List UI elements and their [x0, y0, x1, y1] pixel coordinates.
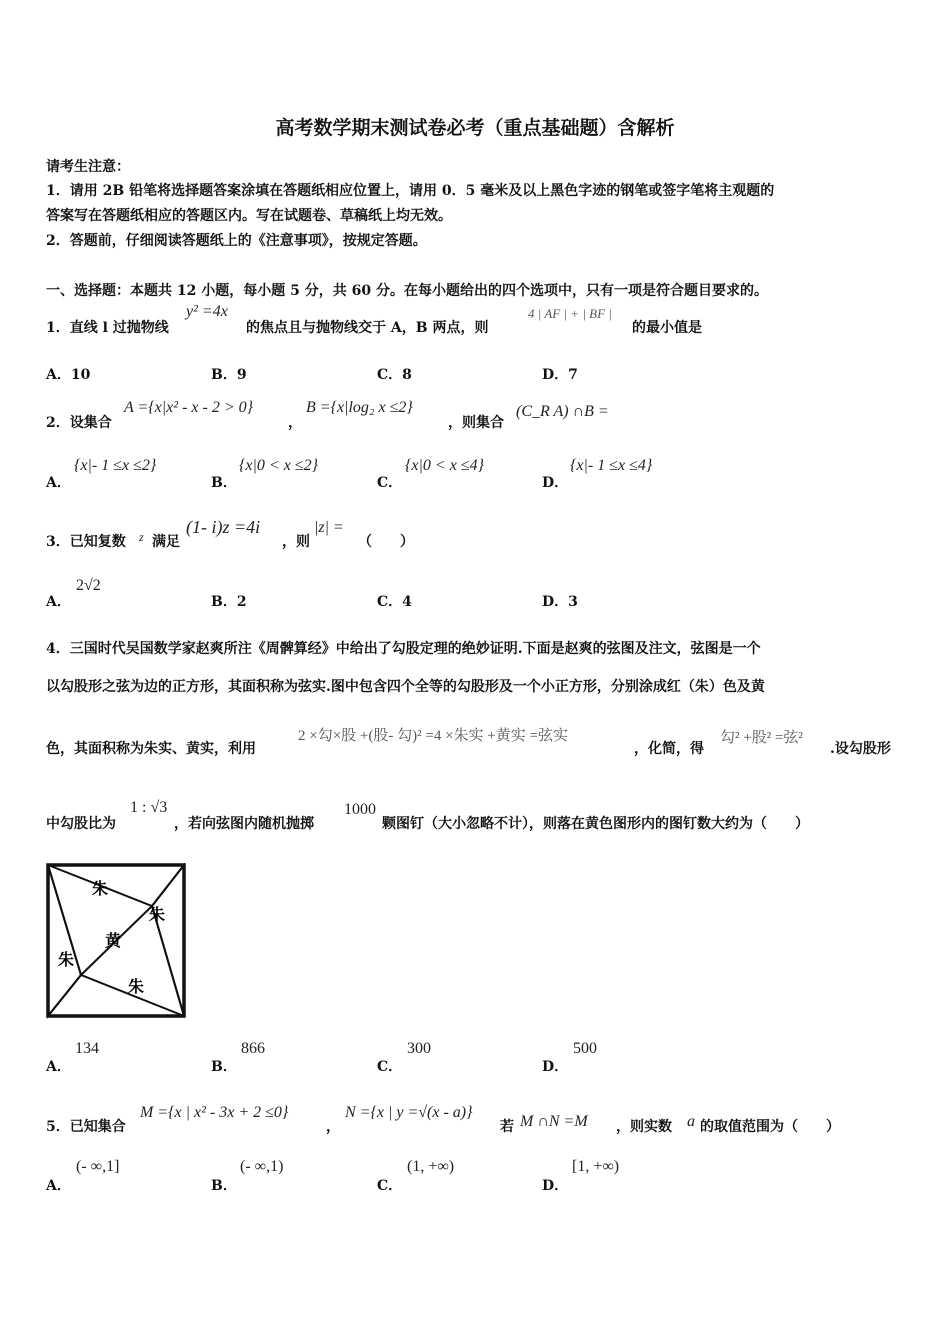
- huang-label: 黄: [105, 931, 122, 950]
- q2-option-a-math: {x|- 1 ≤x ≤2}: [74, 457, 157, 474]
- q1-text-2: 的焦点且与抛物线交于 A，B 两点，则: [246, 320, 489, 336]
- q2-option-a-label: A．: [46, 475, 71, 491]
- q3-math-modulus: |z| =: [314, 519, 344, 536]
- q2-option-c-label: C．: [377, 475, 403, 491]
- q5-text-2: ，: [326, 1119, 340, 1135]
- q3-text-1: 3．已知复数: [46, 534, 126, 550]
- zhu-label-top: 朱: [92, 879, 109, 898]
- zhu-label-bottom: 朱: [128, 977, 145, 996]
- q4-math-identity: 2 ×勾×股 +(股- 勾)² =4 ×朱实 +黄实 =弦实: [298, 728, 568, 744]
- q4-line-4c: 颗图钉（大小忽略不计），则落在黄色图形内的图钉数大约为（ ）: [382, 816, 809, 832]
- q2-option-c-math: {x|0 < x ≤4}: [405, 457, 484, 474]
- q4-math-pythagoras: 勾² +股² =弦²: [720, 730, 803, 746]
- q3-option-d: D．3: [542, 594, 578, 610]
- q5-text-4: ，则实数: [616, 1119, 672, 1135]
- q4-option-b-math: 866: [241, 1040, 265, 1057]
- q5-text-3: 若: [500, 1119, 514, 1135]
- q2-option-b-label: B．: [211, 475, 237, 491]
- q3-option-a-math: 2√2: [76, 577, 101, 594]
- q1-option-a: A．10: [46, 367, 91, 383]
- zhu-triangle-bottom: [48, 975, 184, 1016]
- notice-line-1: 1．请用 2B 铅笔将选择题答案涂填在答题纸相应位置上，请用 0．5 毫米及以上黑色字迹的钢笔或签字笔将主观题的: [46, 183, 775, 199]
- q2-math-set-b: B ={x|log₂ x ≤2}: [306, 399, 413, 416]
- q5-math-set-m: M ={x | x² - 3x + 2 ≤0}: [140, 1104, 289, 1121]
- notice-heading: 请考生注意：: [46, 159, 130, 175]
- q3-math-z: z: [139, 530, 144, 544]
- q5-option-c-math: (1, +∞): [407, 1158, 455, 1175]
- q3-option-a-label: A．: [46, 594, 71, 610]
- q5-math-intersection: M ∩N =M: [520, 1113, 588, 1130]
- q4-option-c-math: 300: [407, 1040, 431, 1057]
- zhu-label-left: 朱: [58, 950, 75, 969]
- notice-line-3: 2．答题前，仔细阅读答题纸上的《注意事项》，按规定答题。: [46, 233, 427, 249]
- q3-option-c: C．4: [377, 594, 412, 610]
- q5-text-1: 5．已知集合: [46, 1119, 126, 1135]
- q3-math-equation: (1- i)z =4i: [186, 517, 261, 537]
- q1-option-b: B．9: [211, 367, 247, 383]
- q1-math-parabola: y² =4x: [186, 303, 228, 320]
- q3-text-4: （ ）: [358, 534, 414, 550]
- q5-math-set-n: N ={x | y =√(x - a)}: [345, 1104, 473, 1121]
- q4-option-b-label: B．: [211, 1059, 237, 1075]
- q4-option-a-math: 134: [75, 1040, 99, 1057]
- q4-line-2: 以勾股形之弦为边的正方形，其面积称为弦实.图中包含四个全等的勾股形及一个小正方形，分别涂成红（朱）色及黄: [46, 679, 765, 695]
- q2-option-d-label: D．: [542, 475, 569, 491]
- q4-line-3b: ，化简，得: [634, 741, 704, 757]
- q1-option-d: D．7: [542, 367, 578, 383]
- q2-math-set-a: A ={x|x² - x - 2 > 0}: [124, 399, 254, 416]
- q4-line-4a: 中勾股比为: [46, 816, 116, 832]
- q5-option-d-math: [1, +∞): [572, 1158, 620, 1175]
- zhu-triangle-right: [152, 865, 184, 1016]
- q3-text-2: 满足: [152, 534, 180, 550]
- zhu-triangle-top: [48, 865, 184, 906]
- q2-text-3: ，则集合: [448, 415, 504, 431]
- q1-text-1: 1．直线 l 过抛物线: [46, 320, 169, 336]
- section-heading: 一、选择题：本题共 12 小题，每小题 5 分，共 60 分。在每小题给出的四个选项中，只有一项是符合题目要求的。: [46, 283, 768, 299]
- q5-math-a: a: [687, 1113, 695, 1130]
- q1-text-3: 的最小值是: [632, 320, 702, 336]
- q4-math-count: 1000: [344, 801, 376, 818]
- q2-text-1: 2．设集合: [46, 415, 112, 431]
- q4-option-d-math: 500: [573, 1040, 597, 1057]
- q1-math-expression: 4 | AF | + | BF |: [528, 306, 612, 321]
- q4-line-1: 4．三国时代吴国数学家赵爽所注《周髀算经》中给出了勾股定理的绝妙证明.下面是赵爽的弦图及注文，弦图是一个: [46, 641, 761, 657]
- q5-option-b-math: (- ∞,1): [240, 1158, 284, 1175]
- q5-option-b-label: B．: [211, 1178, 237, 1194]
- q5-text-5: 的取值范围为（ ）: [700, 1119, 840, 1135]
- q3-option-b: B．2: [211, 594, 247, 610]
- q2-text-2: ，: [288, 415, 302, 431]
- q4-line-4b: ，若向弦图内随机抛掷: [174, 816, 314, 832]
- hypotenuse-diagram: [46, 863, 188, 1021]
- q5-option-a-label: A．: [46, 1178, 71, 1194]
- q5-option-a-math: (- ∞,1]: [76, 1158, 120, 1175]
- q2-option-d-math: {x|- 1 ≤x ≤4}: [570, 457, 653, 474]
- notice-line-2: 答案写在答题纸相应的答题区内。写在试题卷、草稿纸上均无效。: [46, 208, 452, 224]
- q2-math-target: (C_R A) ∩B =: [516, 403, 609, 420]
- q4-option-c-label: C．: [377, 1059, 403, 1075]
- q5-option-c-label: C．: [377, 1178, 403, 1194]
- q4-option-a-label: A．: [46, 1059, 71, 1075]
- q4-option-d-label: D．: [542, 1059, 569, 1075]
- q3-text-3: ，则: [282, 534, 310, 550]
- zhu-label-right: 朱: [149, 905, 166, 924]
- q2-option-b-math: {x|0 < x ≤2}: [239, 457, 318, 474]
- page-title: 高考数学期末测试卷必考（重点基础题）含解析: [275, 117, 675, 139]
- zhu-triangle-left: [48, 865, 81, 1016]
- q4-line-3a: 色，其面积称为朱实、黄实，利用: [46, 741, 256, 757]
- q4-line-3c: .设勾股形: [830, 741, 891, 757]
- q1-option-c: C．8: [377, 367, 412, 383]
- q5-option-d-label: D．: [542, 1178, 569, 1194]
- q4-math-ratio: 1 : √3: [130, 799, 168, 816]
